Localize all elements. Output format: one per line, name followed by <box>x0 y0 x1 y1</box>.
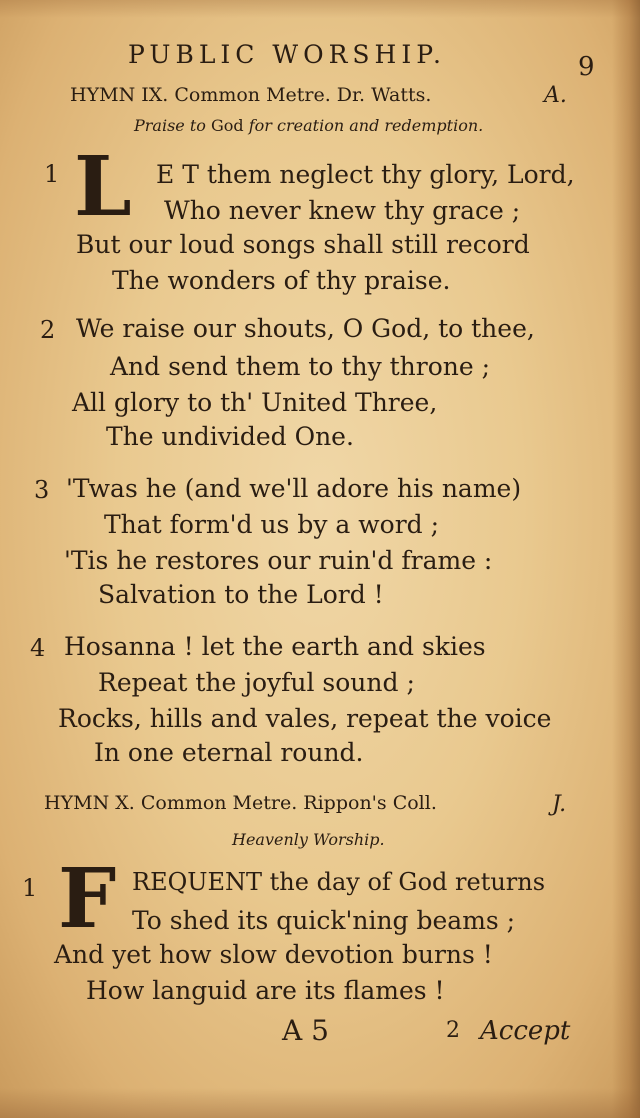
verse-line: Rocks, hills and vales, repeat the voice <box>58 704 552 733</box>
hymn-9-subtitle-post: for creation and redemption. <box>248 116 484 135</box>
page-number: 9 <box>578 52 595 82</box>
verse-line: REQUENT the day of God returns <box>132 868 546 896</box>
hymn-9-subtitle-god: God <box>211 116 244 135</box>
verse-line: The wonders of thy praise. <box>112 266 451 295</box>
page-top-shading <box>0 0 640 18</box>
verse-line: Repeat the joyful sound ; <box>98 668 415 697</box>
verse-line: All glory to th' United Three, <box>72 388 438 417</box>
signature-mark: A 5 <box>282 1014 329 1047</box>
verse-line: And yet how slow devotion burns ! <box>54 940 493 969</box>
verse-line: We raise our shouts, O God, to thee, <box>76 314 535 343</box>
hymn-9-verse-2-number: 2 <box>40 316 56 344</box>
hymn-9-subtitle-pre: Praise to <box>134 116 206 135</box>
hymn-10-heading: HYMN X. Common Metre. Rippon's Coll. <box>44 792 437 814</box>
hymn-9-subtitle <box>134 116 483 135</box>
hymn-10-drop-cap: F <box>58 851 117 947</box>
verse-line: Who never knew thy grace ; <box>164 196 521 225</box>
catchword-number: 2 <box>446 1018 460 1043</box>
page-bottom-shading <box>0 1088 640 1118</box>
verse-line: E T them neglect thy glory, Lord, <box>156 160 575 189</box>
hymn-10-tune-mark: J. <box>552 792 567 817</box>
verse-line: The undivided One. <box>106 422 354 451</box>
page-right-shading <box>612 0 640 1118</box>
hymn-9-drop-cap: L <box>74 139 132 235</box>
verse-line: 'Tis he restores our ruin'd frame : <box>64 546 493 575</box>
verse-line: That form'd us by a word ; <box>104 510 440 539</box>
verse-line: And send them to thy throne ; <box>110 352 491 381</box>
hymn-9-verse-1-number: 1 <box>44 160 60 188</box>
hymn-9-heading: HYMN IX. Common Metre. Dr. Watts. <box>70 84 432 106</box>
verse-line: 'Twas he (and we'll adore his name) <box>66 474 522 503</box>
hymn-9-verse-4-number: 4 <box>30 634 46 662</box>
verse-line: Salvation to the Lord ! <box>98 580 384 609</box>
catchword: Accept <box>480 1016 571 1046</box>
verse-line: But our loud songs shall still record <box>76 230 530 259</box>
hymn-10-verse-1-number: 1 <box>22 874 38 902</box>
verse-line: To shed its quick'ning beams ; <box>132 906 516 935</box>
running-head: PUBLIC WORSHIP. <box>128 40 446 69</box>
hymn-9-verse-3-number: 3 <box>34 476 50 504</box>
hymn-9-tune-mark: A. <box>544 83 567 108</box>
verse-line: In one eternal round. <box>94 738 364 767</box>
verse-line: How languid are its flames ! <box>86 976 445 1005</box>
hymn-10-subtitle: Heavenly Worship. <box>232 830 385 849</box>
verse-line: Hosanna ! let the earth and skies <box>64 632 486 661</box>
